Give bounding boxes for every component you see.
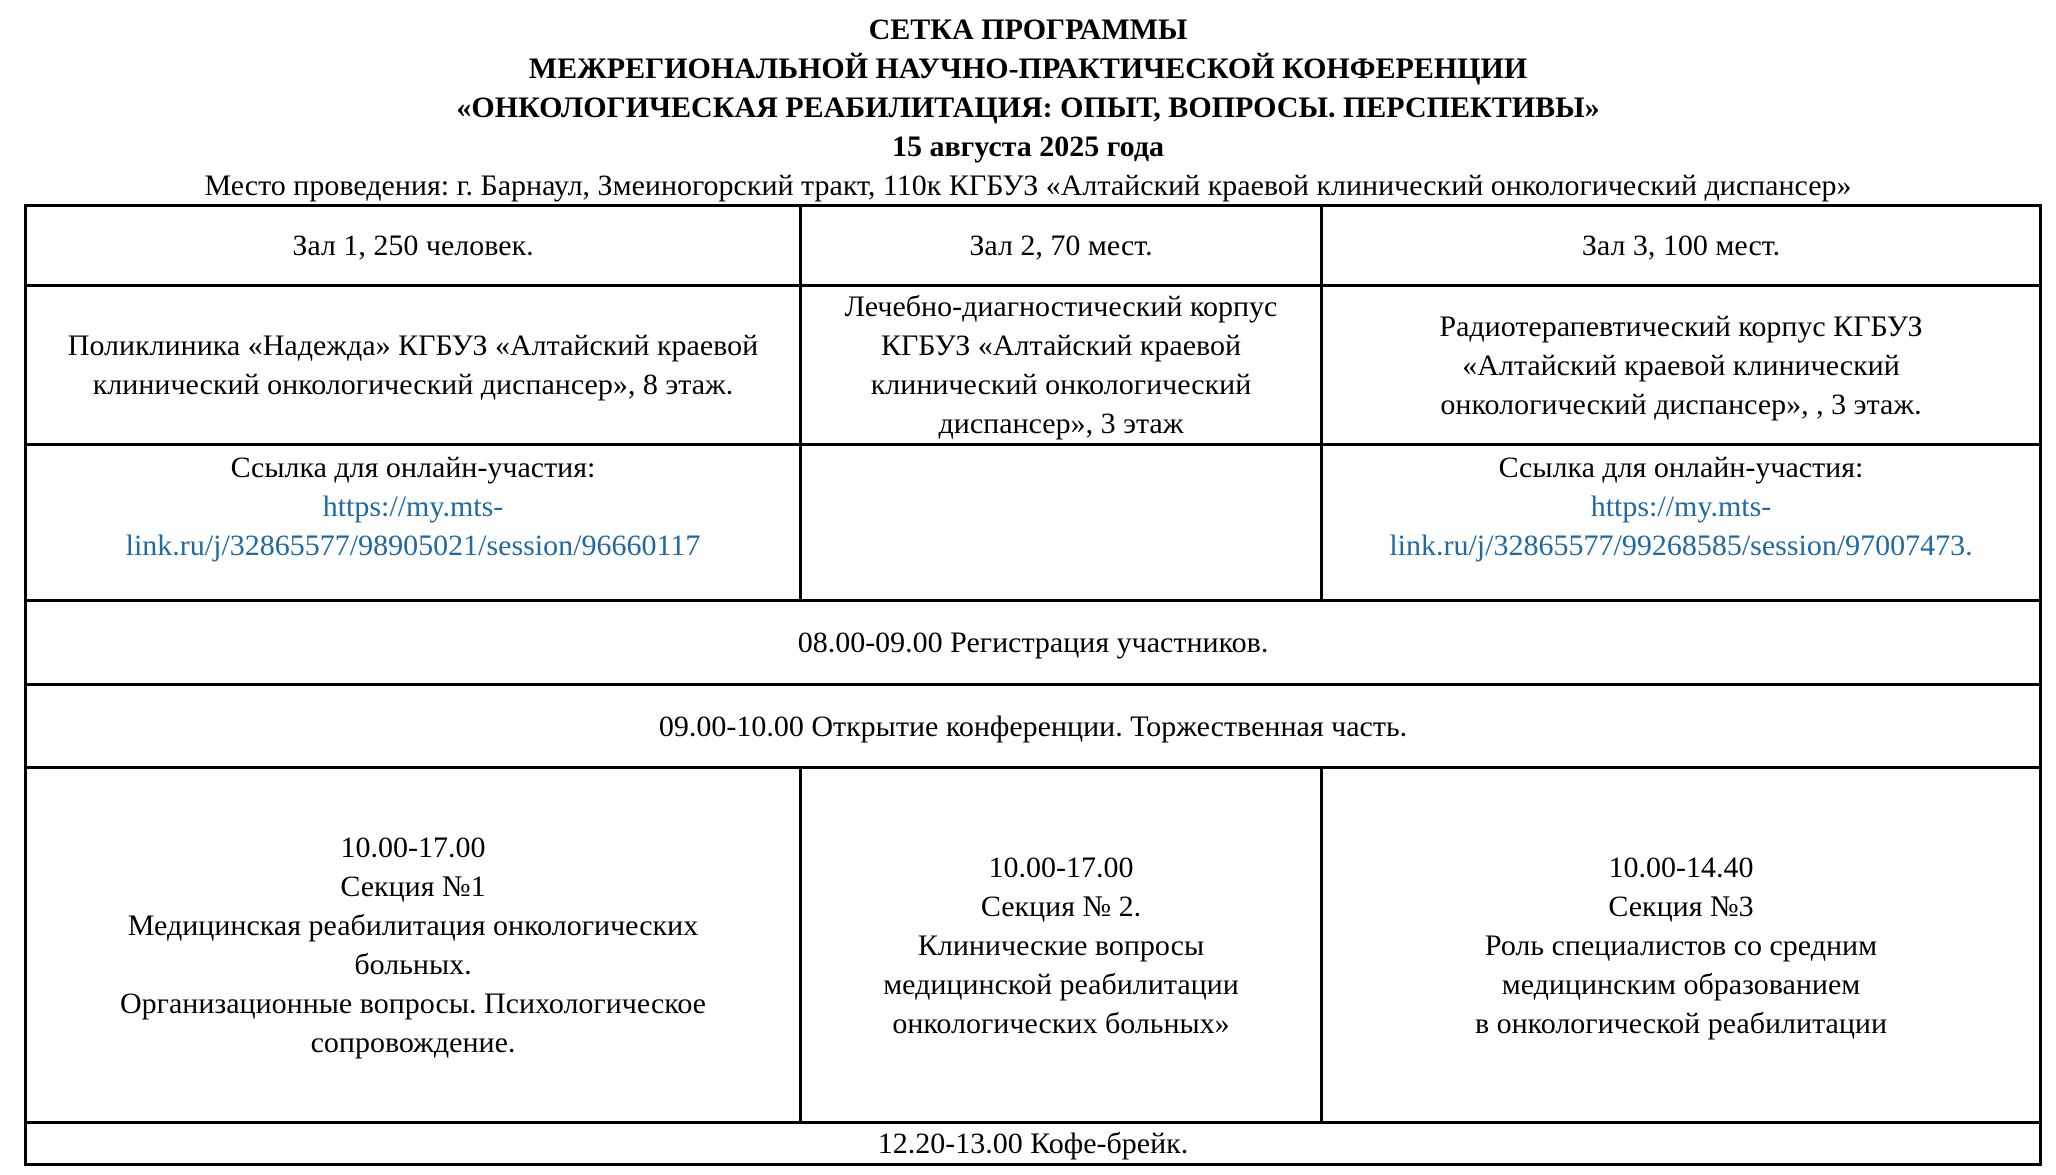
table-row-registration — [26, 601, 2041, 685]
section-1-name: Секция №1 — [340, 870, 486, 903]
hall-1-link-line-2[interactable]: link.ru/j/32865577/98905021/session/96660117 — [125, 529, 701, 562]
section-3-topic-2: в онкологической реабилитации — [1474, 1006, 1888, 1040]
section-1-time: 10.00-17.00 — [340, 831, 486, 864]
hall-2-location: Лечебно-диагностический корпус КГБУЗ «Алтайский краевой клинический онкологический диспансер», 3 этаж — [801, 286, 1322, 445]
section-1-topic-2: Организационные вопросы. Психологическое сопровождение. — [119, 987, 706, 1059]
table-row-opening — [26, 685, 2041, 768]
section-3-time: 10.00-14.40 — [1608, 850, 1754, 884]
table-row-sections — [26, 768, 2041, 1123]
hall-3-link-label: Ссылка для онлайн-участия: — [1498, 451, 1864, 484]
table-row-hall-titles — [26, 206, 2041, 286]
header-date: 15 августа 2025 года — [891, 130, 1164, 163]
hall-1-link-label: Ссылка для онлайн-участия: — [230, 451, 596, 484]
section-3-cell — [1322, 768, 2041, 1123]
section-1-topic-1: Медицинская реабилитация онкологических больных. — [127, 909, 699, 981]
opening-cell: 09.00-10.00 Открытие конференции. Торжественная часть. — [26, 685, 2041, 768]
hall-1-title: Зал 1, 250 человек. — [26, 206, 801, 286]
coffee-break-cell: 12.20-13.00 Кофе-брейк. — [26, 1123, 2041, 1165]
hall-1-online-cell — [26, 445, 801, 601]
registration-cell: 08.00-09.00 Регистрация участников. — [26, 601, 2041, 685]
hall-3-link-line-2[interactable]: link.ru/j/32865577/99268585/session/97007473. — [1389, 529, 1973, 562]
hall-1-location: Поликлиника «Надежда» КГБУЗ «Алтайский краевой клинический онкологический диспансер», 8 этаж. — [26, 286, 801, 445]
hall-3-online-cell — [1322, 445, 2041, 601]
section-2-topic-1: Клинические вопросы медицинской реабилитации онкологических больных» — [883, 928, 1239, 1040]
header-conference-type: МЕЖРЕГИОНАЛЬНОЙ НАУЧНО-ПРАКТИЧЕСКОЙ КОНФЕРЕНЦИИ — [528, 52, 1528, 85]
hall-3-link-line-1[interactable]: https://my.mts- — [1590, 490, 1772, 523]
hall-3-online-link[interactable] — [1335, 487, 2027, 565]
hall-3-location: Радиотерапевтический корпус КГБУЗ «Алтайский краевой клинический онкологический диспансер», , 3 этаж. — [1322, 286, 2041, 445]
section-2-name: Секция № 2. — [980, 889, 1142, 923]
program-grid-table — [24, 204, 2042, 1166]
hall-2-online-cell-empty — [801, 445, 1322, 601]
hall-2-title: Зал 2, 70 мест. — [801, 206, 1322, 286]
header-title: СЕТКА ПРОГРАММЫ — [868, 13, 1188, 46]
hall-1-online-link[interactable] — [39, 487, 787, 565]
hall-1-link-line-1[interactable]: https://my.mts- — [322, 490, 504, 523]
table-row-coffee-break — [26, 1123, 2041, 1165]
header-conference-name: «ОНКОЛОГИЧЕСКАЯ РЕАБИЛИТАЦИЯ: ОПЫТ, ВОПРОСЫ. ПЕРСПЕКТИВЫ» — [456, 91, 1600, 124]
table-row-online-links — [26, 445, 2041, 601]
document-header — [0, 10, 2056, 205]
hall-3-title: Зал 3, 100 мест. — [1322, 206, 2041, 286]
section-2-cell — [801, 768, 1322, 1123]
section-1-cell — [26, 768, 801, 1123]
section-3-topic-1: Роль специалистов со средним медицинским образованием — [1484, 928, 1878, 1001]
section-3-name: Секция №3 — [1608, 889, 1754, 923]
table-row-hall-locations — [26, 286, 2041, 445]
header-venue: Место проведения: г. Барнаул, Змеиногорский тракт, 110к КГБУЗ «Алтайский краевой клинический онкологический диспансер» — [204, 169, 1852, 202]
section-2-time: 10.00-17.00 — [988, 850, 1134, 884]
